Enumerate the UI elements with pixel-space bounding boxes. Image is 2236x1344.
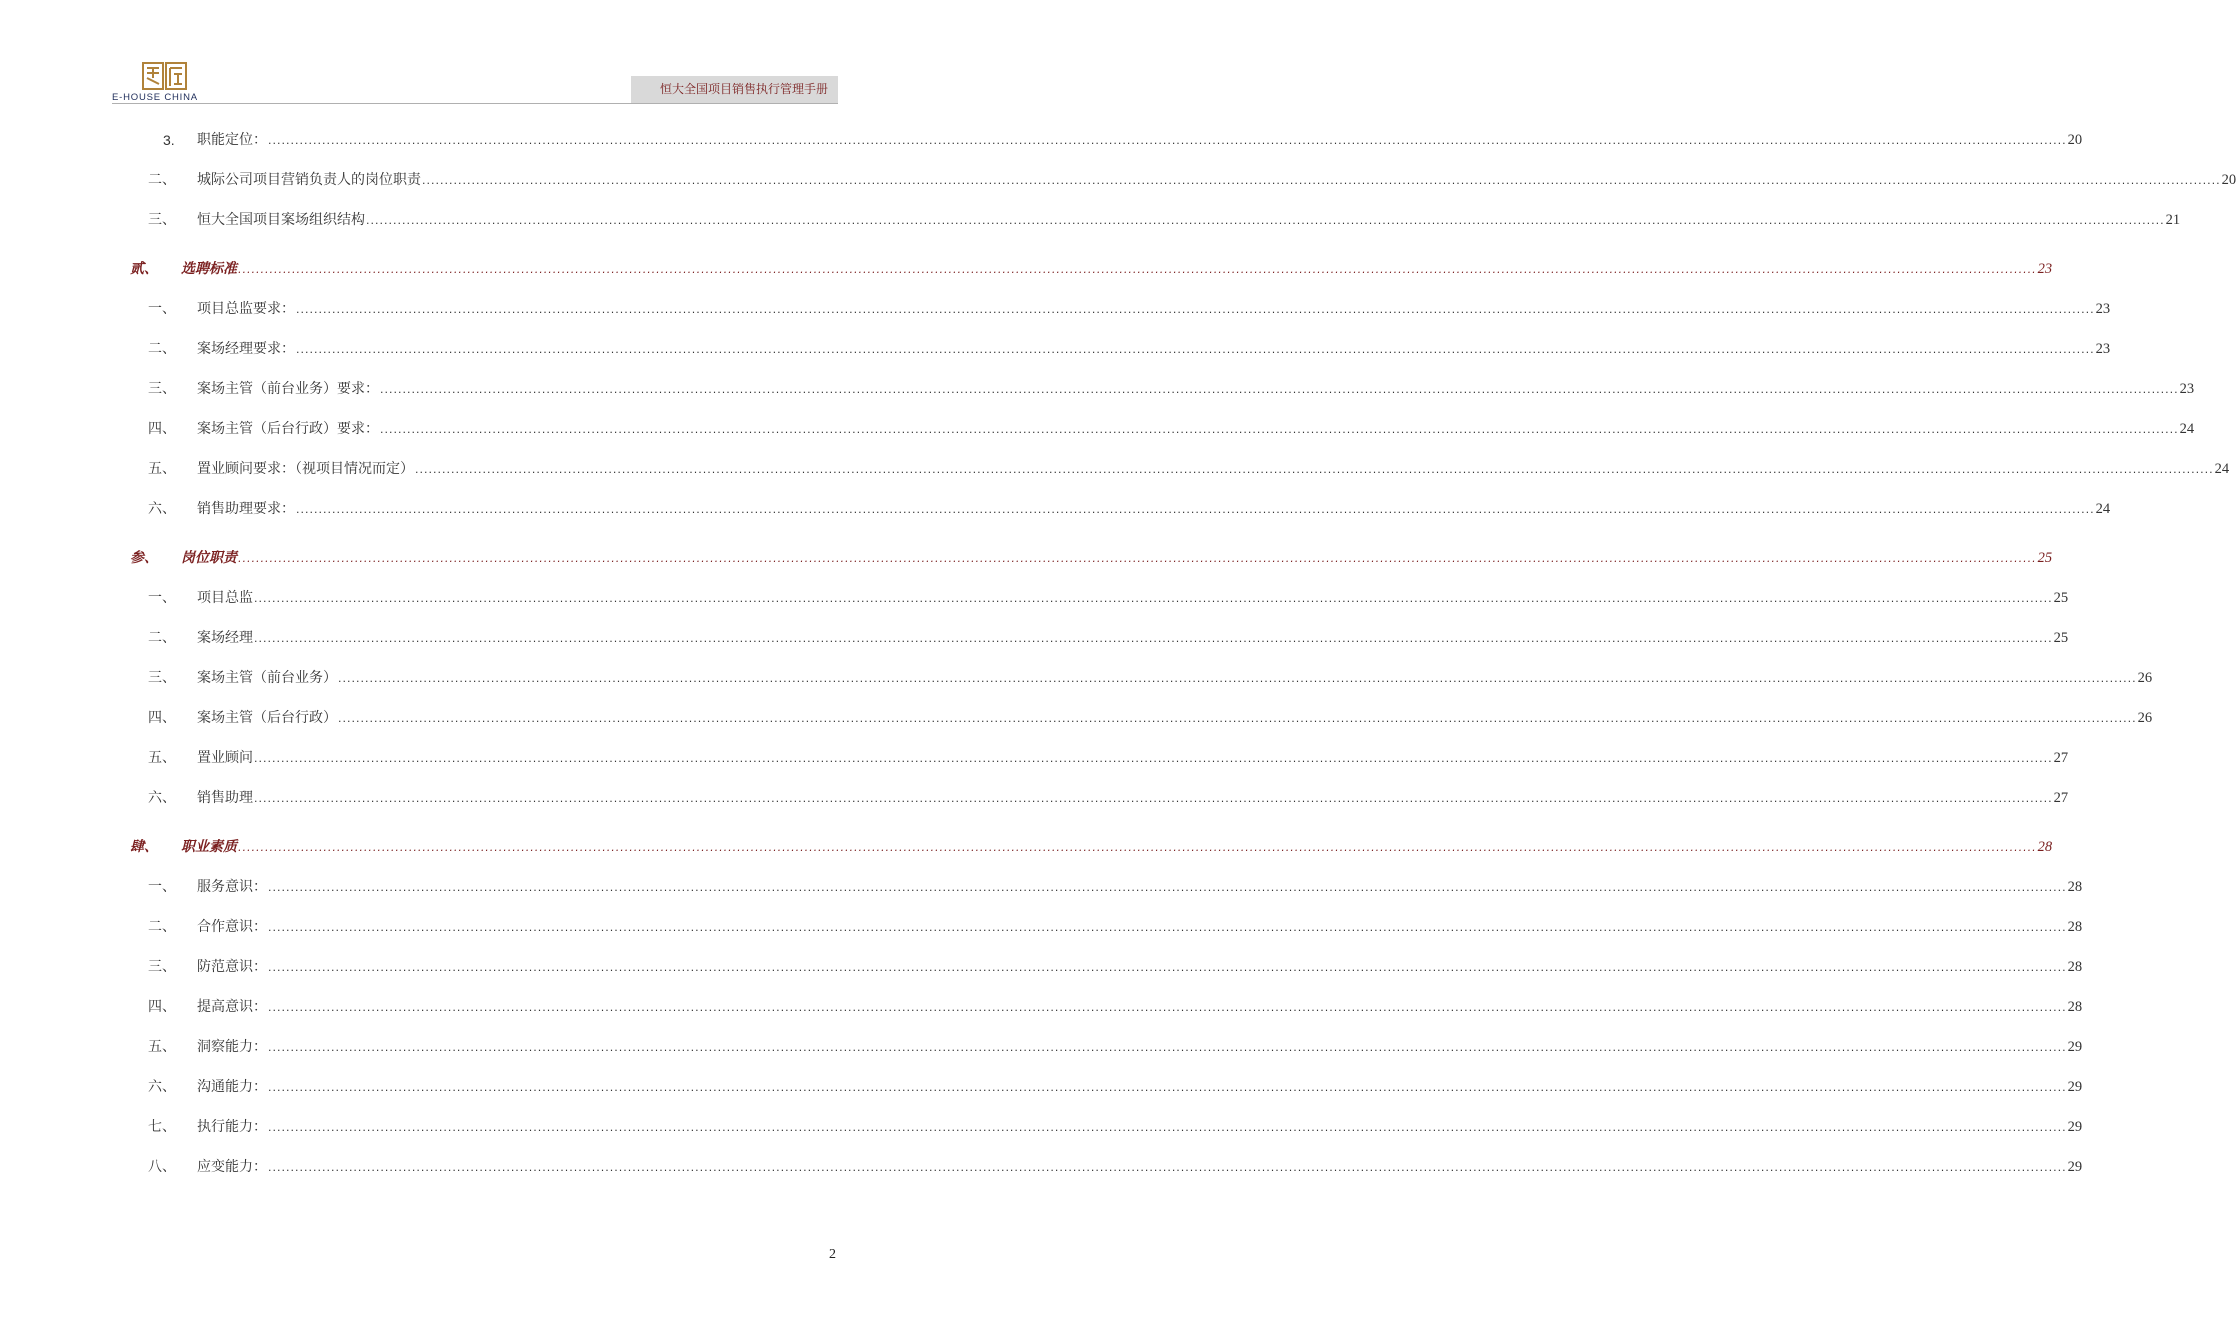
toc-leader-dots: ................................................................................................................................................................................................................................................................................................................................................................................................................: [268, 921, 2067, 934]
toc-entry[interactable]: [0, 1116, 2083, 1138]
toc-entry[interactable]: [0, 916, 2083, 938]
toc-entry-page: 29: [2067, 1039, 2083, 1055]
toc-entry[interactable]: [0, 1156, 2083, 1178]
toc-section-entry[interactable]: [0, 547, 2053, 569]
toc-entry-number: 二、: [148, 341, 176, 357]
toc-entry-title: 置业顾问要求：（视项目情况而定）: [197, 461, 414, 477]
toc-entry-title: 防范意识：: [197, 959, 267, 975]
toc-entry-page: 27: [2053, 790, 2069, 806]
toc-entry-body: [181, 547, 2053, 570]
toc-entry-page: 29: [2067, 1119, 2083, 1135]
toc-entry-body: [197, 1116, 2083, 1139]
toc-entry-title: 岗位职责: [181, 550, 237, 566]
toc-entry-number: 一、: [148, 301, 176, 317]
toc-entry-title: 洞察能力：: [197, 1039, 267, 1055]
toc-leader-dots: ................................................................................................................................................................................................................................................................................................................................................................................................................: [254, 592, 2053, 605]
toc-entry-title: 案场主管（后台行政）: [197, 710, 337, 726]
toc-entry-body: [197, 996, 2083, 1019]
toc-leader-dots: ................................................................................................................................................................................................................................................................................................................................................................................................................: [268, 1161, 2067, 1174]
toc-entry-title: 销售助理: [197, 790, 253, 806]
toc-entry-title: 合作意识：: [197, 919, 267, 935]
toc-entry-number: 四、: [148, 710, 176, 726]
toc-entry-body: [197, 209, 2181, 232]
toc-entry-page: 28: [2067, 879, 2083, 895]
ehouse-logo-icon: [142, 62, 188, 92]
toc-leader-dots: ................................................................................................................................................................................................................................................................................................................................................................................................................: [254, 752, 2053, 765]
toc-leader-dots: ................................................................................................................................................................................................................................................................................................................................................................................................................: [268, 881, 2067, 894]
toc-entry-page: 23: [2037, 261, 2053, 277]
toc-leader-dots: ................................................................................................................................................................................................................................................................................................................................................................................................................: [415, 463, 2214, 476]
toc-entry[interactable]: [0, 498, 2111, 520]
logo-text: E-HOUSE CHINA: [112, 92, 198, 103]
toc-entry-title: 项目总监: [197, 590, 253, 606]
toc-leader-dots: ................................................................................................................................................................................................................................................................................................................................................................................................................: [338, 712, 2137, 725]
toc-entry-number: 四、: [148, 999, 176, 1015]
toc-leader-dots: ................................................................................................................................................................................................................................................................................................................................................................................................................: [268, 134, 2067, 147]
toc-entry-page: 24: [2179, 421, 2195, 437]
toc-entry-title: 项目总监要求：: [197, 301, 295, 317]
toc-leader-dots: ................................................................................................................................................................................................................................................................................................................................................................................................................: [380, 423, 2179, 436]
toc-leader-dots: ................................................................................................................................................................................................................................................................................................................................................................................................................: [254, 632, 2053, 645]
toc-entry-title: 城际公司项目营销负责人的岗位职责: [197, 172, 421, 188]
toc-leader-dots: ................................................................................................................................................................................................................................................................................................................................................................................................................: [268, 1041, 2067, 1054]
toc-entry-title: 案场主管（前台业务）要求：: [197, 381, 379, 397]
toc-entry-page: 29: [2067, 1079, 2083, 1095]
toc-leader-dots: ................................................................................................................................................................................................................................................................................................................................................................................................................: [380, 383, 2179, 396]
page-number: 2: [829, 1247, 836, 1262]
toc-entry-title: 案场经理要求：: [197, 341, 295, 357]
toc-entry-page: 25: [2037, 550, 2053, 566]
toc-entry-body: [197, 747, 2069, 770]
toc-entry-body: [197, 956, 2083, 979]
toc-entry-title: 职业素质: [181, 839, 237, 855]
toc-entry-title: 销售助理要求：: [197, 501, 295, 517]
toc-entry-number: 二、: [148, 919, 176, 935]
toc-entry-body: [197, 627, 2069, 650]
toc-entry-number: 六、: [148, 1079, 176, 1095]
toc-entry-number: 一、: [148, 590, 176, 606]
toc-entry[interactable]: [0, 996, 2083, 1018]
toc-entry-page: 20: [2067, 132, 2083, 148]
toc-entry-number: 三、: [148, 670, 176, 686]
toc-entry-number: 六、: [148, 501, 176, 517]
toc-leader-dots: ................................................................................................................................................................................................................................................................................................................................................................................................................: [268, 1121, 2067, 1134]
toc-entry-page: 26: [2137, 670, 2153, 686]
toc-leader-dots: ................................................................................................................................................................................................................................................................................................................................................................................................................: [338, 672, 2137, 685]
toc-entry-title: 恒大全国项目案场组织结构: [197, 212, 365, 228]
toc-entry-title: 选聘标准: [181, 261, 237, 277]
toc-entry-number: 一、: [148, 879, 176, 895]
toc-entry[interactable]: [0, 338, 2111, 360]
company-logo: [112, 62, 222, 104]
toc-leader-dots: ................................................................................................................................................................................................................................................................................................................................................................................................................: [422, 174, 2221, 187]
header-divider: [112, 103, 838, 104]
toc-entry-body: [197, 916, 2083, 939]
toc-leader-dots: ................................................................................................................................................................................................................................................................................................................................................................................................................: [296, 503, 2095, 516]
toc-entry-page: 21: [2165, 212, 2181, 228]
toc-entry-body: [197, 378, 2195, 401]
toc-leader-dots: ................................................................................................................................................................................................................................................................................................................................................................................................................: [238, 263, 2037, 276]
toc-leader-dots: ................................................................................................................................................................................................................................................................................................................................................................................................................: [254, 792, 2053, 805]
toc-leader-dots: ................................................................................................................................................................................................................................................................................................................................................................................................................: [268, 1001, 2067, 1014]
toc-section-entry[interactable]: [0, 258, 2053, 280]
toc-entry[interactable]: [0, 876, 2083, 898]
toc-entry-page: 26: [2137, 710, 2153, 726]
toc-entry[interactable]: [0, 747, 2069, 769]
toc-entry-number: 3.: [163, 132, 175, 148]
toc-entry-number: 三、: [148, 381, 176, 397]
toc-entry-body: [197, 707, 2153, 730]
toc-entry-body: [197, 587, 2069, 610]
toc-leader-dots: ................................................................................................................................................................................................................................................................................................................................................................................................................: [268, 961, 2067, 974]
toc-entry[interactable]: [0, 667, 2153, 689]
toc-entry-body: [197, 1156, 2083, 1179]
toc-entry-page: 28: [2067, 999, 2083, 1015]
toc-entry-body: [181, 258, 2053, 281]
toc-entry-title: 执行能力：: [197, 1119, 267, 1135]
toc-entry[interactable]: [0, 418, 2195, 440]
toc-entry-number: 三、: [148, 212, 176, 228]
toc-entry-body: [197, 458, 2230, 481]
toc-entry-number: 肆、: [130, 839, 158, 855]
toc-leader-dots: ................................................................................................................................................................................................................................................................................................................................................................................................................: [238, 552, 2037, 565]
toc-entry[interactable]: [0, 1036, 2083, 1058]
toc-entry-number: 贰、: [130, 261, 158, 277]
toc-leader-dots: ................................................................................................................................................................................................................................................................................................................................................................................................................: [296, 343, 2095, 356]
toc-entry-title: 案场经理: [197, 630, 253, 646]
toc-entry-page: 24: [2214, 461, 2230, 477]
toc-section-entry[interactable]: [0, 836, 2053, 858]
document-title: 恒大全国项目销售执行管理手册: [631, 76, 838, 103]
toc-entry-title: 应变能力：: [197, 1159, 267, 1175]
toc-entry-number: 二、: [148, 172, 176, 188]
toc-entry-title: 案场主管（后台行政）要求：: [197, 421, 379, 437]
toc-entry-page: 29: [2067, 1159, 2083, 1175]
toc-entry-title: 沟通能力：: [197, 1079, 267, 1095]
toc-entry-page: 28: [2067, 959, 2083, 975]
toc-entry[interactable]: [0, 129, 2083, 151]
toc-entry[interactable]: [0, 627, 2069, 649]
toc-entry-number: 三、: [148, 959, 176, 975]
toc-entry-body: [197, 787, 2069, 810]
toc-entry-body: [197, 298, 2111, 321]
toc-entry[interactable]: [0, 458, 2230, 480]
toc-entry[interactable]: [0, 587, 2069, 609]
toc-entry-number: 五、: [148, 1039, 176, 1055]
toc-entry-body: [181, 836, 2053, 859]
toc-entry[interactable]: [0, 956, 2083, 978]
toc-entry-title: 案场主管（前台业务）: [197, 670, 337, 686]
toc-entry[interactable]: [0, 787, 2069, 809]
toc-entry-number: 七、: [148, 1119, 176, 1135]
toc-entry-body: [197, 338, 2111, 361]
toc-entry[interactable]: [0, 378, 2195, 400]
toc-leader-dots: ................................................................................................................................................................................................................................................................................................................................................................................................................: [296, 303, 2095, 316]
toc-entry-body: [197, 876, 2083, 899]
toc-entry-body: [197, 498, 2111, 521]
toc-leader-dots: ................................................................................................................................................................................................................................................................................................................................................................................................................: [238, 841, 2037, 854]
toc-entry-page: 28: [2067, 919, 2083, 935]
toc-entry-body: [197, 1076, 2083, 1099]
toc-entry-body: [197, 1036, 2083, 1059]
toc-entry-number: 五、: [148, 461, 176, 477]
toc-leader-dots: ................................................................................................................................................................................................................................................................................................................................................................................................................: [366, 214, 2165, 227]
toc-entry-title: 提高意识：: [197, 999, 267, 1015]
toc-entry-page: 23: [2179, 381, 2195, 397]
toc-entry-title: 服务意识：: [197, 879, 267, 895]
toc-leader-dots: ................................................................................................................................................................................................................................................................................................................................................................................................................: [268, 1081, 2067, 1094]
toc-entry-body: [197, 169, 2236, 192]
toc-entry[interactable]: [0, 1076, 2083, 1098]
toc-entry[interactable]: [0, 707, 2153, 729]
toc-entry-page: 24: [2095, 501, 2111, 517]
toc-entry-page: 20: [2221, 172, 2236, 188]
toc-entry[interactable]: [0, 169, 2236, 191]
toc-entry-number: 四、: [148, 421, 176, 437]
toc-entry-body: [197, 418, 2195, 441]
toc-entry-page: 23: [2095, 341, 2111, 357]
toc-entry-number: 二、: [148, 630, 176, 646]
toc-entry[interactable]: [0, 209, 2181, 231]
toc-entry-number: 五、: [148, 750, 176, 766]
toc-entry-title: 职能定位：: [197, 132, 267, 148]
toc-entry-number: 参、: [130, 550, 158, 566]
toc-entry-title: 置业顾问: [197, 750, 253, 766]
toc-entry-body: [197, 129, 2083, 152]
toc-entry-page: 28: [2037, 839, 2053, 855]
toc-entry-body: [197, 667, 2153, 690]
toc-entry[interactable]: [0, 298, 2111, 320]
toc-entry-number: 八、: [148, 1159, 176, 1175]
toc-entry-number: 六、: [148, 790, 176, 806]
toc-entry-page: 25: [2053, 630, 2069, 646]
toc-entry-page: 27: [2053, 750, 2069, 766]
toc-entry-page: 23: [2095, 301, 2111, 317]
toc-entry-page: 25: [2053, 590, 2069, 606]
